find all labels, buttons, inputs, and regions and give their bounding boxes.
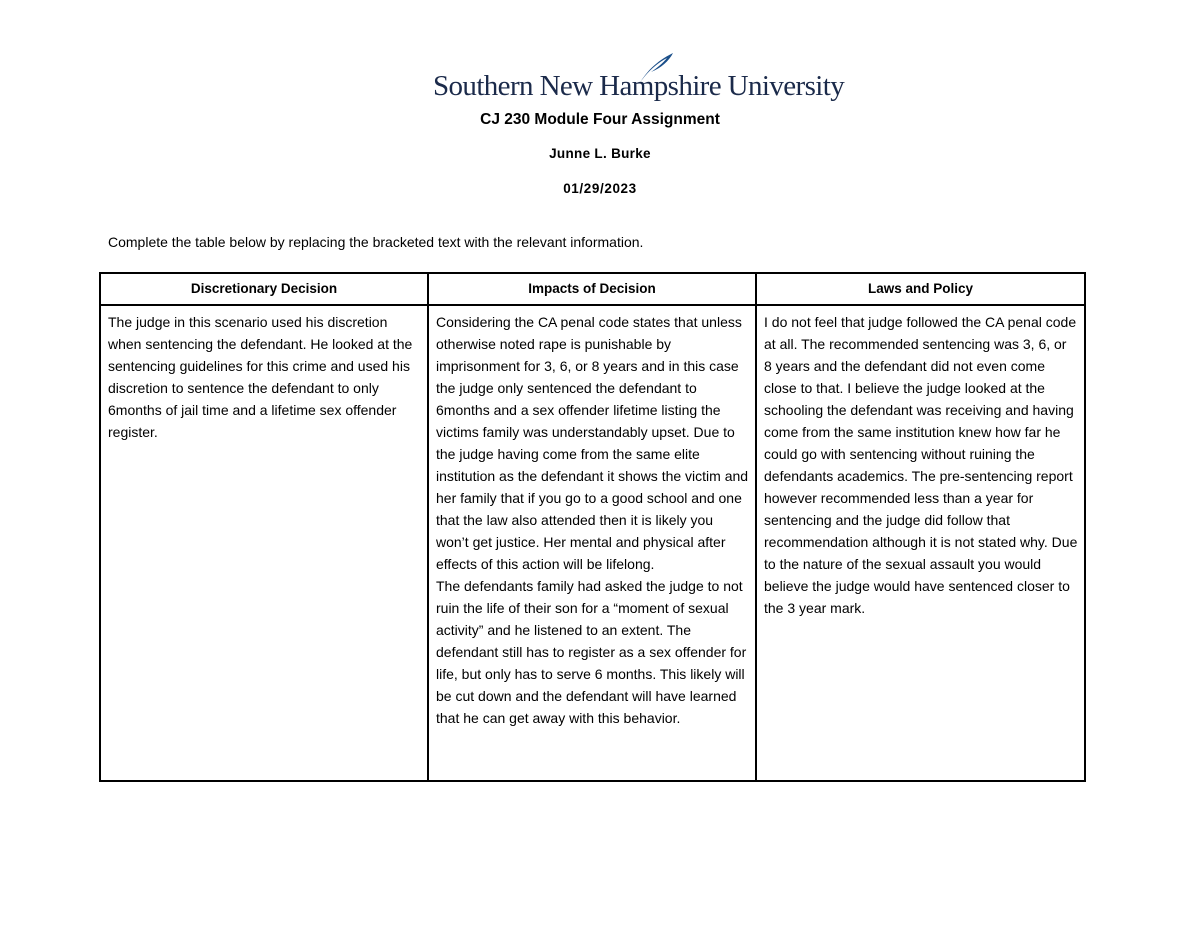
assignment-title: CJ 230 Module Four Assignment (480, 111, 720, 128)
table-row (100, 305, 1085, 781)
cell-text: I do not feel that judge followed the CA penal code at all. The recommended sentencing was 3, 6, or 8 years and the defendant did not even come close to that. I believe the judge looked at the schooling the defendant was receiving and having come from the same institution knew how far he could go with sentencing without ruining the defendants academics. The pre-sentencing report however recommended less than a year for sentencing and the judge did follow that recommendation although it is not stated why. Due to the nature of the sexual assault you would believe the judge would have sentenced closer to the 3 year mark. (764, 314, 1078, 616)
table-header-row (100, 273, 1085, 305)
author-name: Junne L. Burke (549, 146, 651, 161)
column-header-discretionary-decision: Discretionary Decision (100, 273, 428, 305)
cell-discretionary-decision (100, 305, 428, 781)
cell-text: Considering the CA penal code states that unless otherwise noted rape is punishable by imprisonment for 3, 6, or 8 years and in this case the judge only sentenced the defendant to 6months and a sex offender lifetime listing the victims family was understandably upset. Due to the judge having come from the same elite institution as the defendant it shows the victim and her family that if you go to a good school and one that the law also attended then it is likely you won’t get justice. Her mental and physical after effects of this action will be lifelong. The defendants family had asked the judge to not ruin the life of their son for a “moment of sexual activity” and he listened to an extent. The defendant still has to register as a sex offender for life, but only has to serve 6 months. This likely will be cut down and the defendant will have learned that he can get away with this behavior. (436, 314, 749, 726)
cell-impacts-of-decision (428, 305, 756, 781)
submission-date: 01/29/2023 (563, 181, 637, 196)
cell-text: The judge in this scenario used his discretion when sentencing the defendant. He looked at the sentencing guidelines for this crime and used his discretion to sentence the defendant to only 6months of jail time and a lifetime sex offender register. (108, 314, 413, 440)
column-header-laws-and-policy: Laws and Policy (756, 273, 1085, 305)
assignment-table (99, 272, 1086, 782)
instructions-text: Complete the table below by replacing the bracketed text with the relevant information. (108, 234, 644, 250)
column-header-impacts-of-decision: Impacts of Decision (428, 273, 756, 305)
logo-wordmark: Southern New Hampshire University (433, 70, 845, 102)
cell-laws-and-policy (756, 305, 1085, 781)
university-logo (433, 52, 845, 108)
